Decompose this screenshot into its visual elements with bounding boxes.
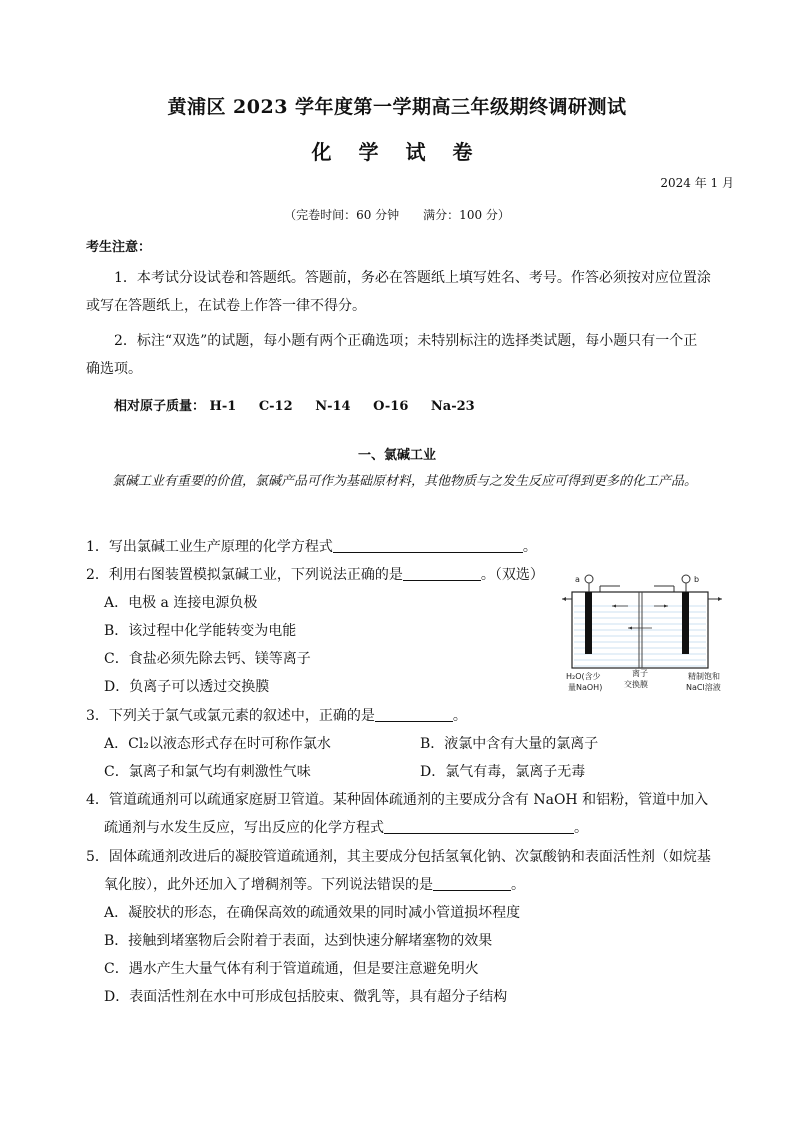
- notice-item-2: 2．标注“双选”的试题，每小题有两个正确选项；未特别标注的选择类试题，每小题只有一个正确选项。: [86, 333, 698, 377]
- question-3: 3．下列关于氯气或氯元素的叙述中，正确的是 。: [86, 702, 467, 730]
- q5-option-b: B．接触到堵塞物后会附着于表面，达到快速分解堵塞物的效果: [104, 933, 493, 949]
- answer-blank[interactable]: [333, 536, 523, 553]
- terminal-a: [585, 575, 593, 583]
- q3-option-c: C．氯离子和氯气均有刺激性气味: [104, 764, 311, 780]
- question-4: 4．管道疏通剂可以疏通家庭厨卫管道。某种固体疏通剂的主要成分含有 NaOH 和铝粉，管道中加入疏通剂与水发生反应，写出反应的化学方程式 。: [86, 792, 709, 836]
- membrane-label-1: 离子: [632, 669, 648, 678]
- q3-option-a: A．Cl₂以液态形式存在时可称作氯水: [104, 736, 331, 752]
- question-5: 5．固体疏通剂改进后的凝胶管道疏通剂，其主要成分包括氢氧化钠、次氯酸钠和表面活性剂（如烷基氧化胺），此外还加入了增稠剂等。下列说法错误的是 。: [86, 849, 711, 893]
- question-1: 1．写出氯碱工业生产原理的化学方程式 。: [86, 533, 537, 561]
- right-solution-label-2: NaCl溶液: [686, 683, 721, 692]
- q3-option-d: D．氯气有毒，氯离子无毒: [420, 764, 586, 780]
- answer-blank[interactable]: [433, 874, 511, 891]
- q5-option-d: D．表面活性剂在水中可形成包括胶束、微乳等，具有超分子结构: [104, 989, 508, 1005]
- q2-option-d: D．负离子可以透过交换膜: [104, 679, 270, 695]
- q3-option-b: B．液氯中含有大量的氯离子: [420, 736, 599, 752]
- section-intro: 氯碱工业有重要的价值，氯碱产品可作为基础原材料，其他物质与之发生反应可得到更多的化工产品。: [112, 474, 698, 489]
- q2-option-b: B．该过程中化学能转变为电能: [104, 623, 297, 639]
- atomic-mass-n: N-14: [315, 399, 351, 414]
- membrane-label-2: 交换膜: [624, 680, 648, 689]
- atomic-mass-line: [114, 395, 493, 414]
- left-solution-label-1: H₂O(含少: [566, 672, 601, 681]
- answer-blank[interactable]: [384, 817, 574, 834]
- exam-time-info: （完卷时间：60 分钟 满分：100 分）: [284, 208, 510, 222]
- atomic-mass-label: 相对原子质量：: [114, 399, 206, 414]
- notice-item-1: 1．本考试分设试卷和答题纸。答题前，务必在答题纸上填写姓名、考号。作答必须按对应位置涂或写在答题纸上，在试卷上作答一律不得分。: [86, 270, 711, 314]
- q5-option-a: A．凝胶状的形态，在确保高效的疏通效果的同时减小管道损坏程度: [104, 905, 521, 921]
- answer-blank[interactable]: [403, 564, 481, 581]
- q2-option-c: C．食盐必须先除去钙、镁等离子: [104, 651, 311, 667]
- right-solution-label-1: 精制饱和: [688, 672, 720, 681]
- question-2: 2．利用右图装置模拟氯碱工业，下列说法正确的是 。（双选）: [86, 561, 544, 589]
- atomic-mass-h: H-1: [209, 399, 237, 414]
- terminal-b: [682, 575, 690, 583]
- exam-date: 2024 年 1 月: [660, 176, 734, 190]
- left-solution-label-2: 量NaOH): [568, 683, 603, 692]
- electrode-a: [585, 592, 592, 654]
- q2-option-a: A．电极 a 连接电源负极: [104, 595, 258, 611]
- q5-option-c: C．遇水产生大量气体有利于管道疏通，但是要注意避免明火: [104, 961, 479, 977]
- atomic-mass-na: Na-23: [430, 399, 475, 414]
- atomic-mass-o: O-16: [373, 399, 409, 414]
- electrode-b-label: b: [694, 575, 700, 584]
- electrode-a-label: a: [575, 575, 580, 584]
- notice-heading: 考生注意：: [86, 240, 152, 255]
- section-title: 一、氯碱工业: [357, 448, 436, 463]
- electrode-b: [682, 592, 689, 654]
- exam-title: 黄浦区 2023 学年度第一学期高三年级期终调研测试: [167, 96, 627, 118]
- exam-subtitle: 化 学 试 卷: [311, 140, 483, 164]
- electrolysis-cell-diagram: [562, 566, 732, 698]
- atomic-mass-c: C-12: [258, 399, 293, 414]
- answer-blank[interactable]: [375, 705, 453, 722]
